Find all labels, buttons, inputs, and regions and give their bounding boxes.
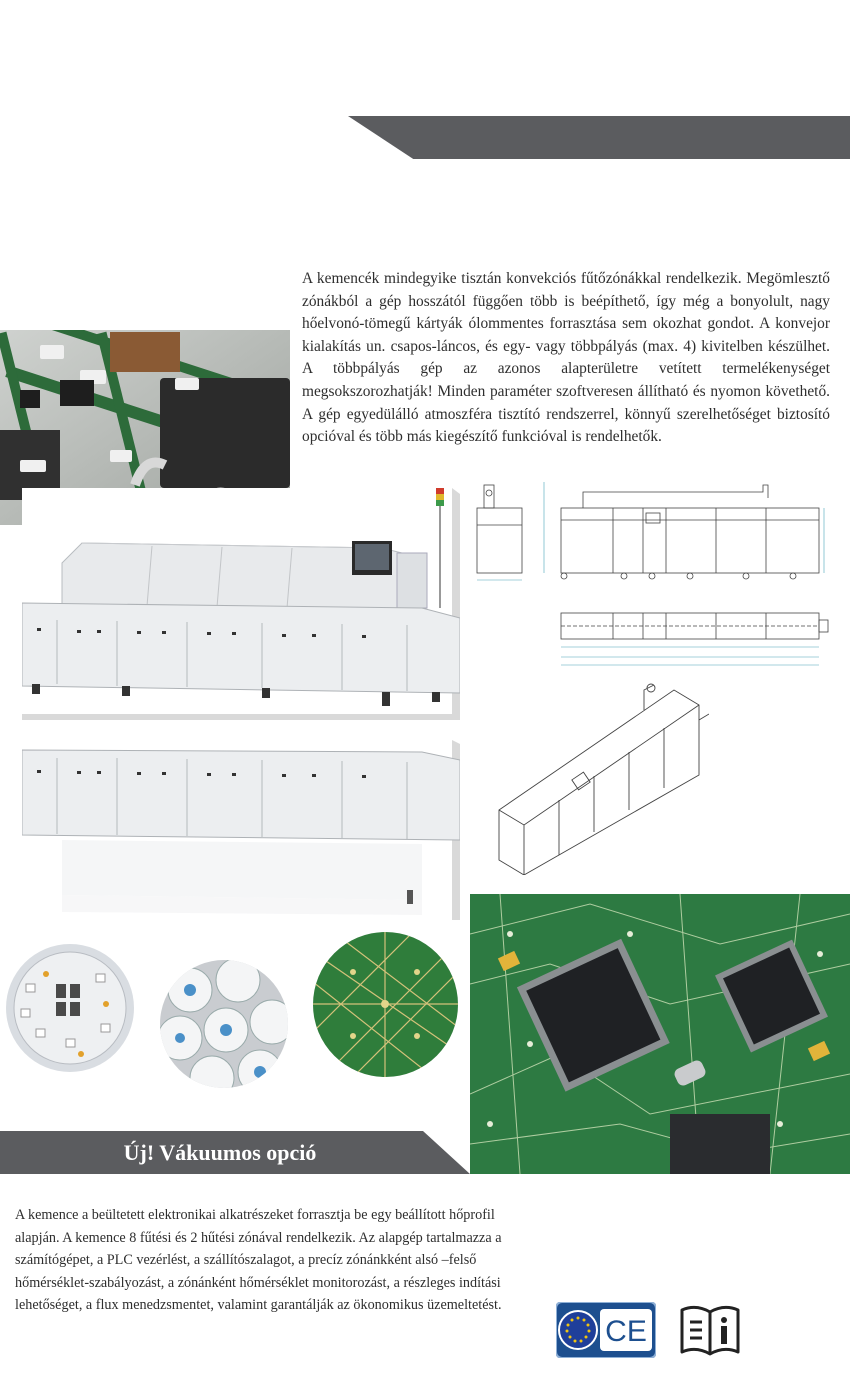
description-paragraph: A kemence a beültetett elektronikai alkatrészeket forrasztja be egy beállított hőprofil alapján. A kemence 8 fűtési és 2 hűtési zónával rendelkezik. Az alapgép tartalmazza a számítógépet, a PLC vezérlést, a szállítószalagot, a precíz zónánkként alsó –felső hőmérséklet-szabályozást, a zónánként hőmérséklet monitorozást, a részleges indítási lehetőséget, a flux menedzsmentet, valamint garantálják az ökonomikus üzemeltetést. [15,1207,502,1314]
side-view-drawing [472,480,550,585]
top-view-drawing [558,605,830,670]
header-band [348,116,850,159]
manual-info-icon [678,1302,742,1358]
ce-eu-badge [556,1302,656,1358]
intro-paragraph: A kemencék mindegyike tisztán konvekciós fűtőzónákkal rendelkezik. Megömlesztő zónákból a gép hosszától függően több is beépíthető, így még a bonyolult, nagy hőelvonó-tömegű kártyák ólommentes forrasztása sem okozhat gondot. A konvejor kialakítás un. csapos-láncos, és egy- vagy többpályás (max. 4) kivitelben készülhet. A többpályás gép az azonos alapterületre vetített termelékenységet megsokszorozhatják! Minden paraméter szoftveresen állítható és nyomon követhető. A gép egyedülálló atmoszféra tisztító rendszerrel, könnyű szerelhetőséget biztosító opcióval és több más kiegészítő funkcióval is rendelhetők. [302,270,830,446]
vacuum-option-title: Új! Vákuumos opció [123,1140,317,1165]
front-view-drawing [558,480,830,585]
pcb-circle-photo [313,932,458,1077]
ce-mark-text: CE [605,1315,647,1348]
isometric-drawing [494,680,709,875]
reflow-oven-photo [22,488,460,720]
reflow-oven-photo-reflection [22,740,460,920]
led-board-circle-photo-1 [6,944,134,1072]
led-board-circle-photo-2 [160,960,288,1088]
pcb-chips-photo [470,894,850,1174]
